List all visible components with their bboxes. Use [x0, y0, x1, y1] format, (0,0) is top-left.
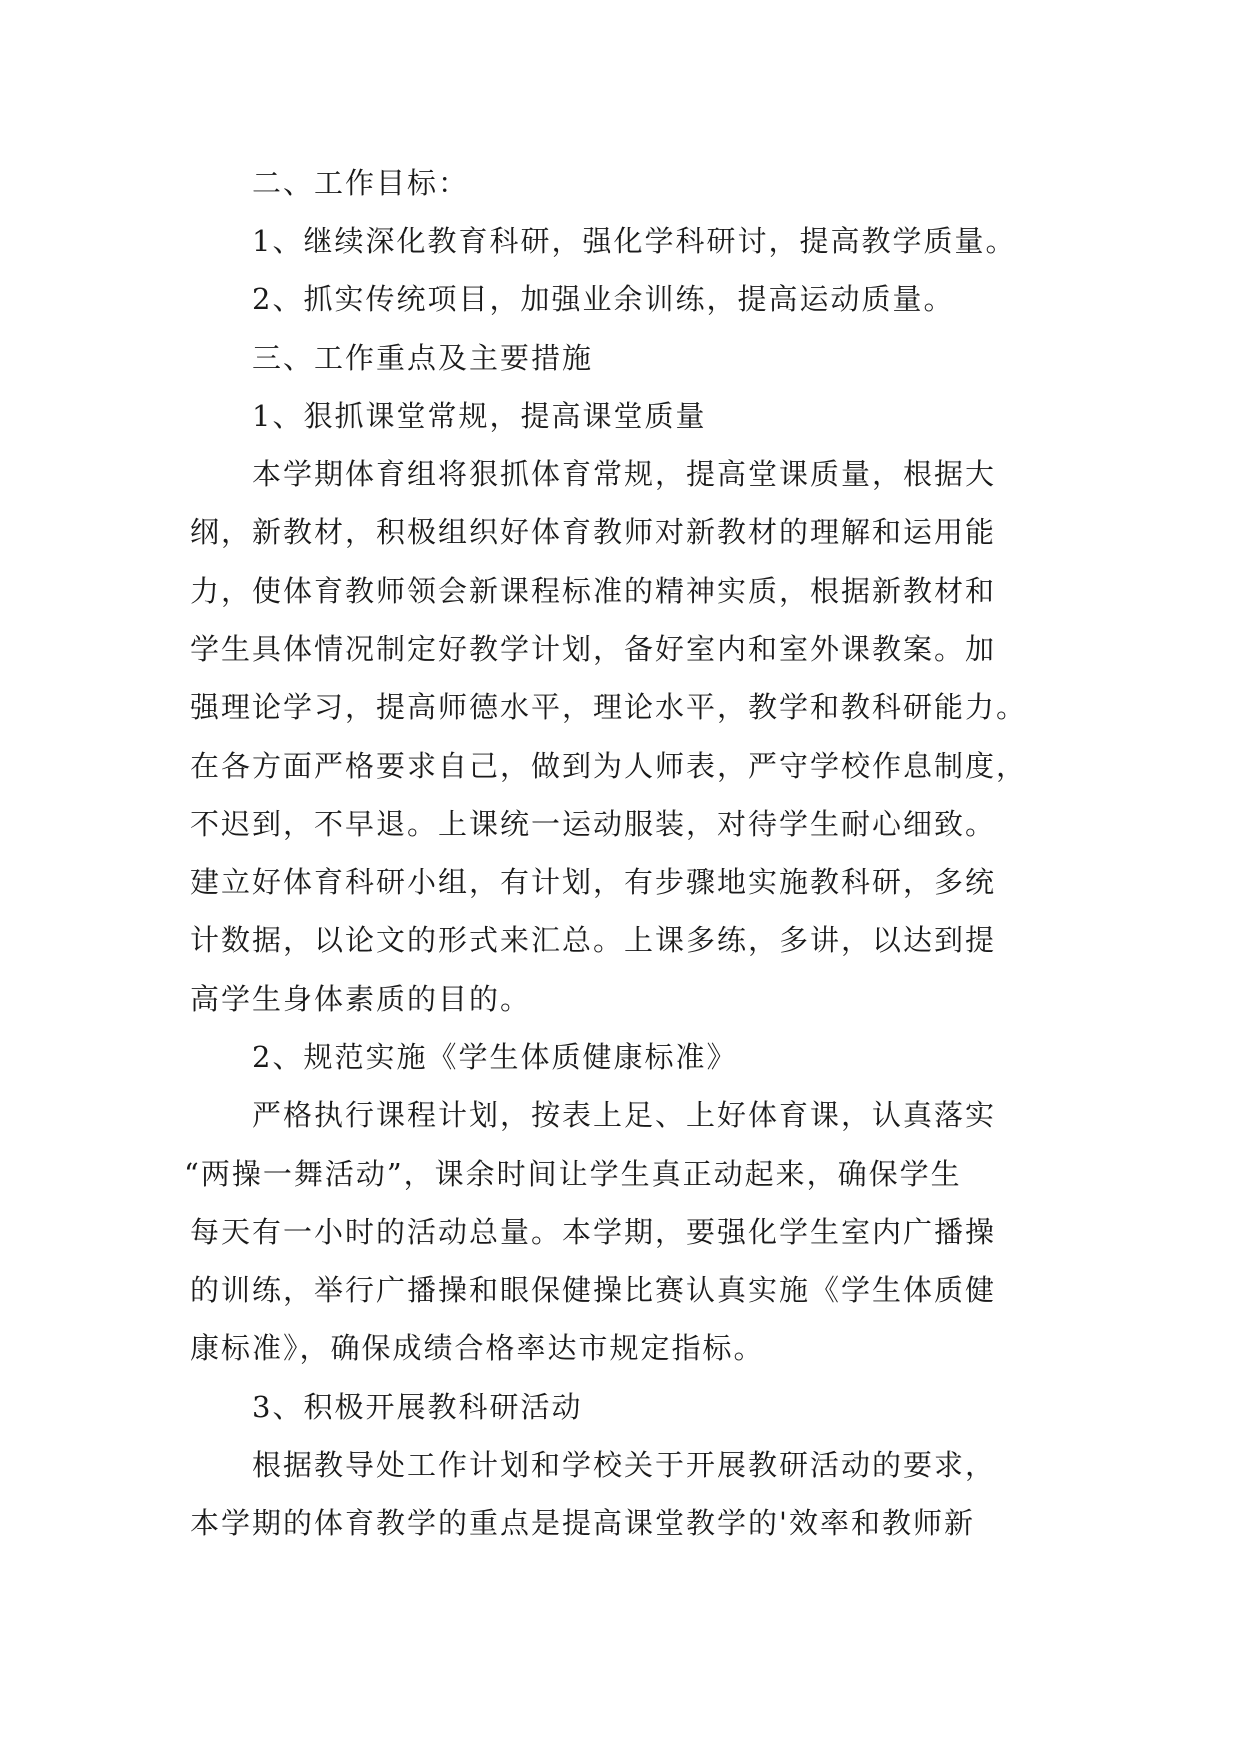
paragraph-line: 建立好体育科研小组，有计划，有步骤地实施教科研，多统	[190, 865, 997, 899]
paragraph-line: 不迟到，不早退。上课统一运动服装，对待学生耐心细致。	[190, 807, 997, 841]
subheading-health-standard: 2、规范实施《学生体质健康标准》	[252, 1040, 738, 1074]
paragraph-line: 的训练，举行广播操和眼保健操比赛认真实施《学生体质健	[190, 1273, 997, 1307]
paragraph-line: 学生具体情况制定好教学计划，备好室内和室外课教案。加	[190, 632, 997, 666]
paragraph-line: 严格执行课程计划，按表上足、上好体育课，认真落实	[252, 1098, 997, 1132]
paragraph-line: 纲，新教材，积极组织好体育教师对新教材的理解和运用能	[190, 515, 997, 549]
paragraph-line: 康标准》，确保成绩合格率达市规定指标。	[190, 1331, 765, 1365]
subheading-teaching-research: 3、积极开展教科研活动	[252, 1390, 583, 1424]
paragraph-line: 强理论学习，提高师德水平，理论水平，教学和教科研能力。	[190, 690, 1028, 724]
heading-key-measures: 三、工作重点及主要措施	[252, 341, 594, 375]
heading-work-goals: 二、工作目标：	[252, 166, 470, 200]
paragraph-line: 每天有一小时的活动总量。本学期，要强化学生室内广播操	[190, 1215, 997, 1249]
paragraph-line: “两操一舞活动”，课余时间让学生真正动起来，确保学生	[184, 1157, 962, 1191]
subheading-classroom-routine: 1、狠抓课堂常规，提高课堂质量	[252, 399, 707, 433]
paragraph-line: 本学期的体育教学的重点是提高课堂教学的'效率和教师新	[190, 1506, 975, 1540]
goal-item-2: 2、抓实传统项目，加强业余训练，提高运动质量。	[252, 282, 955, 316]
paragraph-line: 本学期体育组将狠抓体育常规，提高堂课质量，根据大	[252, 457, 997, 491]
paragraph-line: 根据教导处工作计划和学校关于开展教研活动的要求，	[252, 1448, 997, 1482]
paragraph-line: 高学生身体素质的目的。	[190, 982, 532, 1016]
goal-item-1: 1、继续深化教育科研，强化学科研讨，提高教学质量。	[252, 224, 1017, 258]
paragraph-line: 力，使体育教师领会新课程标准的精神实质，根据新教材和	[190, 574, 997, 608]
paragraph-line: 计数据，以论文的形式来汇总。上课多练，多讲，以达到提	[190, 923, 997, 957]
paragraph-line: 在各方面严格要求自己，做到为人师表，严守学校作息制度，	[190, 749, 1028, 783]
